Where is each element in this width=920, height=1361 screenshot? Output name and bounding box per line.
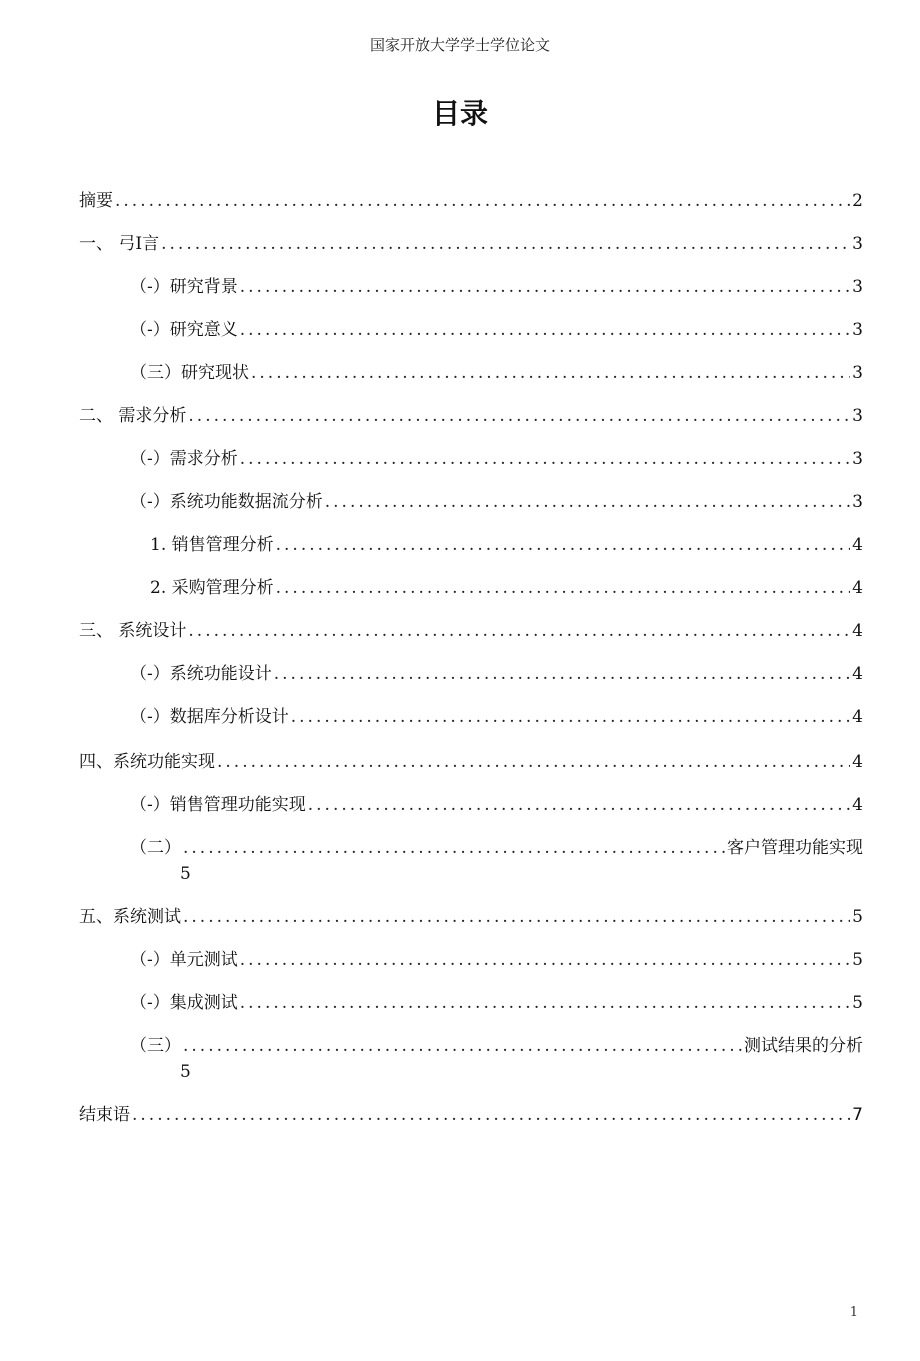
- dot-leader: [240, 949, 850, 971]
- toc-entry-label: （二）: [130, 838, 181, 858]
- toc-entry-page: 5: [852, 907, 863, 927]
- toc-entry-test-results[interactable]: [130, 1035, 863, 1057]
- toc-entry-sales-implementation[interactable]: [130, 794, 863, 816]
- toc-entry-page: 3: [852, 406, 863, 426]
- toc-entry-label: （三）研究现状: [130, 363, 249, 383]
- dot-leader: [183, 906, 850, 928]
- toc-entry-dataflow-analysis[interactable]: [130, 491, 863, 513]
- toc-entry-label: （-）需求分析: [130, 449, 238, 469]
- toc-entry-research-significance[interactable]: [130, 319, 863, 341]
- toc-entry-introduction[interactable]: [79, 233, 863, 255]
- toc-entry-research-background[interactable]: [130, 276, 863, 298]
- toc-entry-page: 5: [180, 864, 191, 884]
- toc-entry-label: （-）系统功能数据流分析: [130, 492, 323, 512]
- toc-entry-page: 4: [852, 752, 863, 772]
- toc-entry-label: 一、 弓I言: [79, 234, 160, 254]
- dot-leader: [161, 233, 850, 255]
- dot-leader: [274, 663, 850, 685]
- toc-entry-page: 3: [852, 320, 863, 340]
- toc-entry-page: 4: [852, 795, 863, 815]
- toc-entry-page: 4: [852, 621, 863, 641]
- toc-entry-label: （-）销售管理功能实现: [130, 795, 306, 815]
- dot-leader: [240, 992, 850, 1014]
- toc-entry-label: 2. 采购管理分析: [150, 578, 274, 598]
- toc-entry-page: 5: [852, 993, 863, 1013]
- dot-leader: [240, 276, 850, 298]
- toc-entry-page: 3: [852, 492, 863, 512]
- toc-entry-label: 结束语: [79, 1105, 130, 1125]
- toc-entry-label: （-）研究意义: [130, 320, 238, 340]
- dot-leader: [308, 794, 850, 816]
- toc-entry-page: 7: [852, 1105, 863, 1125]
- toc-title: 目录: [431, 97, 488, 130]
- dot-leader: [251, 362, 850, 384]
- toc-entry-implementation[interactable]: [79, 751, 863, 773]
- toc-entry-abstract[interactable]: [79, 190, 863, 212]
- toc-entry-label: （-）单元测试: [130, 950, 238, 970]
- toc-entry-page: 5: [852, 950, 863, 970]
- toc-entry-page: 4: [852, 707, 863, 727]
- dot-leader: [188, 405, 850, 427]
- toc-entry-page: 5: [180, 1062, 191, 1082]
- toc-entry-label: 五、系统测试: [79, 907, 181, 927]
- dot-leader: [183, 837, 725, 859]
- toc-entry-system-testing[interactable]: [79, 906, 863, 928]
- running-header: 国家开放大学学士学位论文: [369, 36, 550, 54]
- toc-entry-requirements-analysis[interactable]: [130, 448, 863, 470]
- toc-entry-unit-testing[interactable]: [130, 949, 863, 971]
- toc-entry-label: （-）数据库分析设计: [130, 707, 289, 727]
- toc-entry-label: （-）集成测试: [130, 993, 238, 1013]
- dot-leader: [188, 620, 850, 642]
- toc-entry-purchase-analysis[interactable]: [150, 577, 863, 599]
- dot-leader: [217, 751, 850, 773]
- toc-entry-page: 3: [852, 277, 863, 297]
- toc-entry-sales-analysis[interactable]: [150, 534, 863, 556]
- toc-entry-page: 3: [852, 449, 863, 469]
- toc-entry-label: 摘要: [79, 191, 113, 211]
- toc-entry-label: （-）研究背景: [130, 277, 238, 297]
- toc-entry-trailing-title: 测试结果的分析: [744, 1036, 863, 1056]
- dot-leader: [240, 319, 850, 341]
- toc-entry-label: （-）系统功能设计: [130, 664, 272, 684]
- toc-entry-label: 二、 需求分析: [79, 406, 187, 426]
- dot-leader: [325, 491, 850, 513]
- toc-entry-label: 1. 销售管理分析: [150, 535, 274, 555]
- dot-leader: [291, 706, 850, 728]
- toc-entry-label: 三、 系统设计: [79, 621, 187, 641]
- toc-entry-trailing-title: 客户管理功能实现: [727, 838, 863, 858]
- toc-entry-page: 2: [852, 191, 863, 211]
- toc-entry-page: 3: [852, 234, 863, 254]
- toc-entry-page: 4: [852, 578, 863, 598]
- toc-entry-label: 四、系统功能实现: [79, 752, 215, 772]
- toc-entry-requirements[interactable]: [79, 405, 863, 427]
- dot-leader: [183, 1035, 742, 1057]
- toc-entry-system-design[interactable]: [79, 620, 863, 642]
- dot-leader: [240, 448, 850, 470]
- toc-entry-conclusion[interactable]: [79, 1104, 863, 1126]
- toc-entry-page: 4: [852, 535, 863, 555]
- toc-entry-page: 3: [852, 363, 863, 383]
- footer-page-number: 1: [849, 1305, 858, 1320]
- dot-leader: [132, 1104, 850, 1126]
- toc-entry-customer-implementation[interactable]: [130, 837, 863, 859]
- toc-entry-research-status[interactable]: [130, 362, 863, 384]
- toc-entry-function-design[interactable]: [130, 663, 863, 685]
- dot-leader: [276, 577, 851, 599]
- toc-entry-page: 4: [852, 664, 863, 684]
- dot-leader: [115, 190, 850, 212]
- toc-entry-database-design[interactable]: [130, 706, 863, 728]
- dot-leader: [276, 534, 851, 556]
- toc-entry-label: （三）: [130, 1036, 181, 1056]
- toc-entry-integration-testing[interactable]: [130, 992, 863, 1014]
